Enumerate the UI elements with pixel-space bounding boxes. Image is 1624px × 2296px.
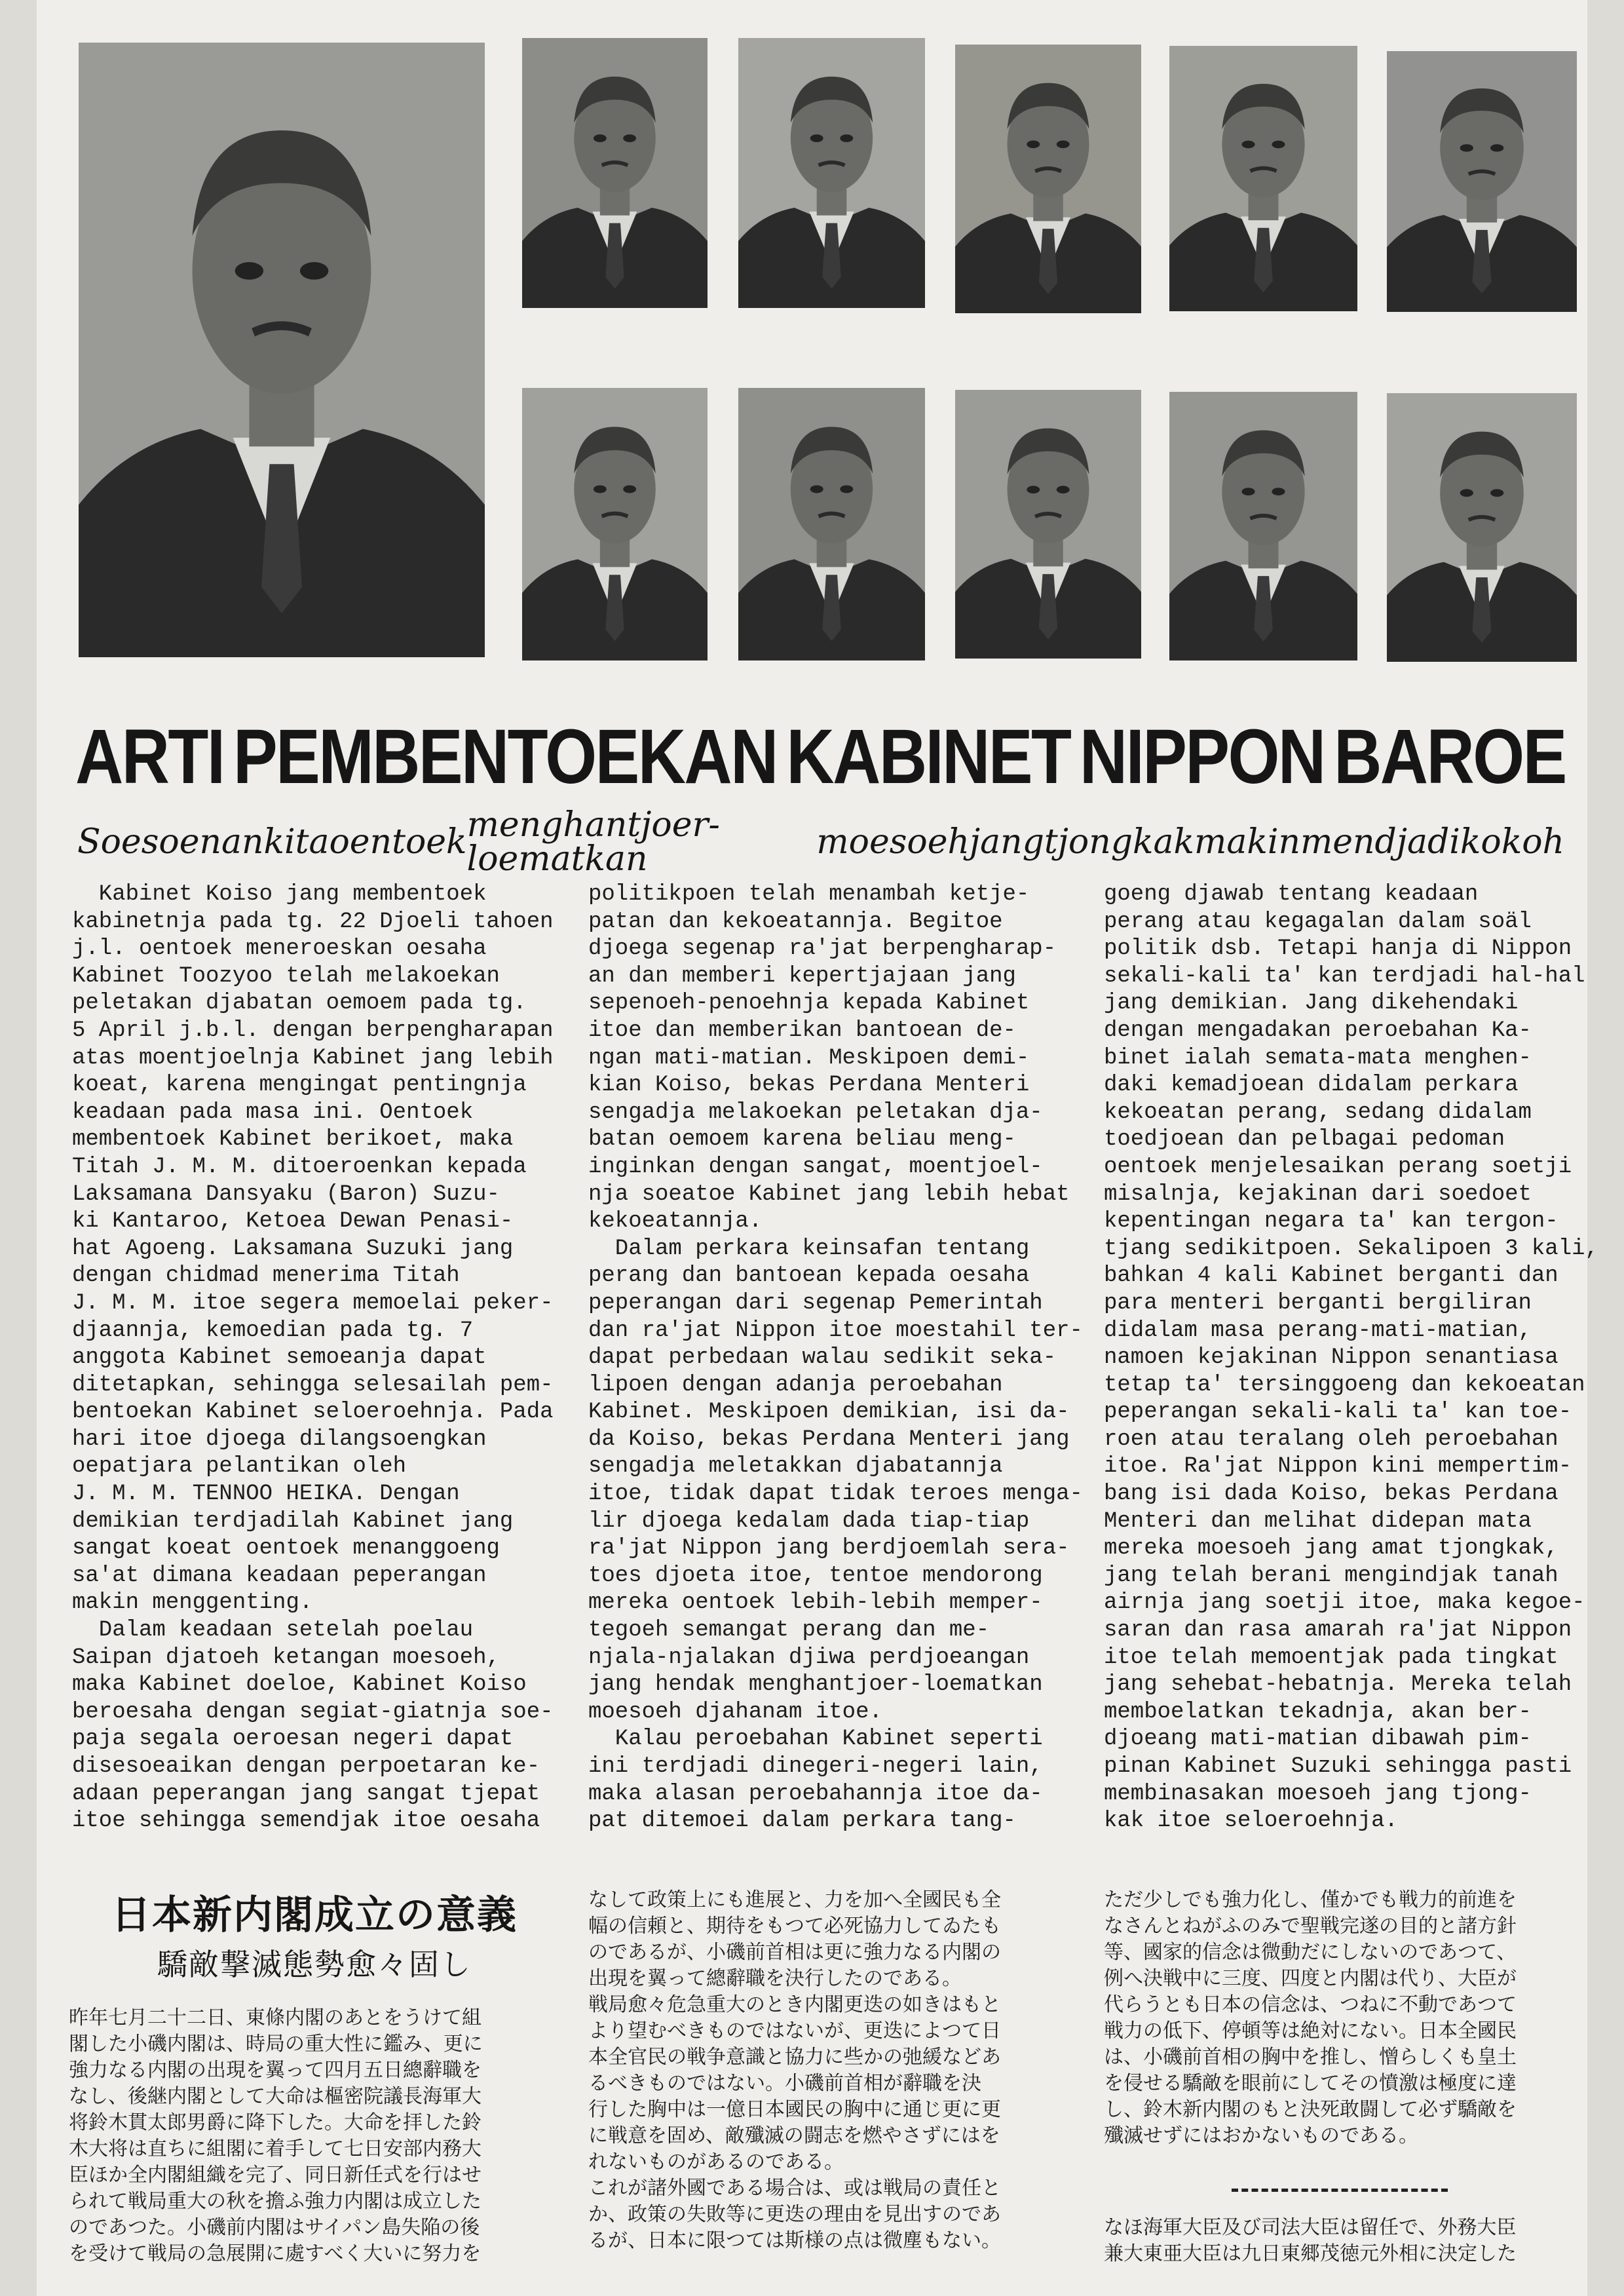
headline-word: KABINET bbox=[786, 714, 1070, 800]
text-line: patan dan kekoeatannja. Begitoe bbox=[588, 909, 1003, 934]
article-column-3 bbox=[1104, 881, 1598, 1835]
text-line: tegoeh semangat perang dan me- bbox=[588, 1618, 990, 1643]
text-line: kekoeatan perang, sedang didalam bbox=[1104, 1100, 1532, 1125]
text-line: J. M. M. TENNOO HEIKA. Dengan bbox=[72, 1482, 460, 1507]
text-line: 出現を翼って總辭職を決行したのである。 bbox=[588, 1967, 962, 1990]
text-line: られて戦局重大の秋を擔ふ強力内閣は成立した bbox=[69, 2190, 482, 2213]
text-line: kepentingan negara ta' kan tergon- bbox=[1104, 1209, 1558, 1234]
text-line: ngan mati-matian. Meskipoen demi- bbox=[588, 1045, 1030, 1071]
text-line: Kabinet. Meskipoen demikian, isi da- bbox=[588, 1400, 1070, 1425]
text-line: 代らうとも日本の信念は、つねに不動であつて bbox=[1104, 1993, 1517, 2016]
text-line: itoe. Ra'jat Nippon kini mempertim- bbox=[1104, 1454, 1572, 1480]
text-line: bang isi dada Koiso, bekas Perdana bbox=[1104, 1482, 1558, 1507]
subhead-word: oentoek bbox=[329, 822, 467, 862]
text-line: Kalau peroebahan Kabinet seperti bbox=[588, 1727, 1043, 1752]
text-line: moesoeh djahanam itoe. bbox=[588, 1699, 882, 1725]
text-line: 強力なる内閣の出現を翼って四月五日總辭職を bbox=[69, 2059, 482, 2082]
text-line: lir djoega kedalam dada tiap-tiap bbox=[588, 1508, 1030, 1534]
text-line: lipoen dengan adanja peroebahan bbox=[588, 1372, 1003, 1398]
text-line: jang hendak menghantjoer-loematkan bbox=[588, 1672, 1043, 1698]
text-line: Saipan djatoeh ketangan moesoeh, bbox=[72, 1645, 500, 1670]
text-line: oentoek menjelesaikan perang soetji bbox=[1104, 1154, 1572, 1179]
text-line: なさんとねがふのみで聖戦完遂の目的と諸方針 bbox=[1104, 1915, 1517, 1938]
text-line: mereka oentoek lebih-lebih memper- bbox=[588, 1590, 1043, 1616]
text-line: 本全官民の戦争意識と協力に些かの弛緩などあ bbox=[588, 2046, 1001, 2069]
text-line: は、小磯前首相の胸中を推し、憎らしくも皇土 bbox=[1104, 2046, 1517, 2069]
text-line: njala-njalakan djiwa perdjoeangan bbox=[588, 1645, 1030, 1670]
text-line: kekoeatannja. bbox=[588, 1209, 763, 1234]
subhead-word: tjongkak bbox=[1044, 822, 1195, 862]
text-line: を侵せる驕敵を眼前にしてその憤激は極度に達 bbox=[1104, 2072, 1517, 2095]
text-line: し、鈴木新内閣のもと決死敢闘して必ず驕敵を bbox=[1104, 2098, 1517, 2121]
text-line: an dan memberi kepertjajaan jang bbox=[588, 963, 1016, 989]
text-line: inginkan dengan sangat, moentjoel- bbox=[588, 1154, 1043, 1179]
text-line: のであつた。小磯前内閣はサイパン島失陥の後 bbox=[69, 2216, 480, 2239]
text-line: 等、國家的信念は微動だにしないのであつて、 bbox=[1104, 1941, 1517, 1964]
portrait-photo bbox=[738, 388, 925, 660]
text-line: membentoek Kabinet berikoet, maka bbox=[72, 1127, 514, 1153]
text-line: maka alasan peroebahannja itoe da- bbox=[588, 1781, 1043, 1807]
portrait-photo bbox=[1169, 46, 1357, 311]
subhead-word: moesoeh bbox=[816, 822, 970, 862]
text-line: 殲滅せずにはおかないものである。 bbox=[1104, 2124, 1418, 2147]
text-line: dengan mengadakan peroebahan Ka- bbox=[1104, 1018, 1532, 1043]
text-line: mereka moesoeh jang amat tjongkak, bbox=[1104, 1536, 1558, 1561]
article-column-1 bbox=[72, 881, 554, 1835]
text-line: を受けて戦局の急展開に處すべく大いに努力を bbox=[69, 2242, 482, 2265]
text-line: peperangan dari segenap Pemerintah bbox=[588, 1290, 1043, 1316]
text-line: keadaan pada masa ini. Oentoek bbox=[72, 1100, 474, 1125]
portrait-photo bbox=[955, 390, 1141, 659]
text-line: para menteri berganti bergiliran bbox=[1104, 1290, 1532, 1316]
subhead-word: kokoh bbox=[1460, 822, 1564, 862]
text-line: 木大将は直ちに組閣に着手して七日安部内務大 bbox=[69, 2137, 482, 2160]
text-line: demikian terdjadilah Kabinet jang bbox=[72, 1508, 514, 1534]
page-edge-left bbox=[0, 0, 37, 2296]
text-line: anggota Kabinet semoeanja dapat bbox=[72, 1345, 487, 1371]
text-line: kabinetnja pada tg. 22 Djoeli tahoen bbox=[72, 909, 554, 934]
text-line: 閣した小磯内閣は、時局の重大性に鑑み、更に bbox=[69, 2033, 483, 2056]
text-line: pat ditemoei dalam perkara tang- bbox=[588, 1808, 1016, 1834]
text-line: るが、日本に限つては斯様の点は微塵もない。 bbox=[588, 2229, 1001, 2252]
text-line: hari itoe djoega dilangsoengkan bbox=[72, 1426, 487, 1452]
text-line: oepatjara pelantikan oleh bbox=[72, 1454, 407, 1480]
text-line: djaannja, kemoedian pada tg. 7 bbox=[72, 1318, 474, 1343]
text-line: なして政策上にも進展と、力を加へ全國民も全 bbox=[588, 1888, 1001, 1911]
text-line: より望むべきものではないが、更迭によつて日 bbox=[588, 2019, 1001, 2042]
section-divider bbox=[1232, 2189, 1448, 2192]
text-line: sengadja melakoekan peletakan dja- bbox=[588, 1100, 1043, 1125]
text-line: jang demikian. Jang dikehendaki bbox=[1104, 991, 1519, 1016]
text-line: 戦局愈々危急重大のとき内閣更迭の如きはもと bbox=[588, 1993, 1001, 2016]
text-line: membinasakan moesoeh jang tjong- bbox=[1104, 1781, 1532, 1807]
text-line: J. M. M. itoe segera memoelai peker- bbox=[72, 1290, 554, 1316]
text-line: Dalam perkara keinsafan tentang bbox=[588, 1236, 1030, 1261]
text-line: djoega segenap ra'jat berpengharap- bbox=[588, 936, 1057, 962]
text-line: jang telah berani mengindjak tanah bbox=[1104, 1563, 1558, 1588]
text-line: makin menggenting. bbox=[72, 1590, 313, 1616]
subhead-word: kita bbox=[263, 822, 330, 862]
text-line: airnja jang soetji itoe, maka kegoe- bbox=[1104, 1590, 1585, 1616]
text-line: saran dan rasa amarah ra'jat Nippon bbox=[1104, 1618, 1572, 1643]
text-line: 戦力の低下、停頓等は絶対にない。日本全國民 bbox=[1104, 2019, 1517, 2042]
text-line: sangat koeat oentoek menanggoeng bbox=[72, 1536, 500, 1561]
text-line: da Koiso, bekas Perdana Menteri jang bbox=[588, 1426, 1070, 1452]
text-line: sa'at dimana keadaan peperangan bbox=[72, 1563, 487, 1588]
text-line: beroesaha dengan segiat-giatnja soe- bbox=[72, 1699, 554, 1725]
text-line: れないものがあるのである。 bbox=[588, 2151, 844, 2173]
text-line: Kabinet Koiso jang membentoek bbox=[72, 882, 487, 907]
text-line: 将鈴木貫太郎男爵に降下した。大命を拝した鈴 bbox=[69, 2111, 482, 2134]
jp-column-1 bbox=[69, 2005, 483, 2267]
text-line: dapat perbedaan walau sedikit seka- bbox=[588, 1345, 1057, 1371]
text-line: itoe dan memberikan bantoean de- bbox=[588, 1018, 1016, 1043]
text-line: roen atau teralang oleh peroebahan bbox=[1104, 1426, 1558, 1452]
text-line: ただ少しでも強力化し、僅かでも戦力的前進を bbox=[1104, 1888, 1517, 1911]
text-line: sengadja meletakkan djabatannja bbox=[588, 1454, 1003, 1480]
text-line: j.l. oentoek meneroeskan oesaha bbox=[72, 936, 487, 962]
subheadline bbox=[77, 805, 1564, 879]
jp-column-3 bbox=[1104, 1887, 1517, 2149]
jp-column-3-note bbox=[1104, 2215, 1517, 2267]
portrait-photo bbox=[1387, 51, 1577, 312]
text-line: Kabinet Toozyoo telah melakoekan bbox=[72, 963, 500, 989]
text-line: bahkan 4 kali Kabinet berganti dan bbox=[1104, 1263, 1558, 1289]
subhead-word: menghantjoer-loematkan bbox=[466, 805, 720, 879]
text-line: Dalam keadaan setelah poelau bbox=[72, 1618, 474, 1643]
headline-word: NIPPON bbox=[1079, 714, 1325, 800]
portrait-photo bbox=[522, 38, 708, 308]
subhead-word: jang bbox=[969, 822, 1044, 862]
text-line: か、政策の失敗等に更迭の理由を見出すのであ bbox=[588, 2203, 1001, 2226]
text-line: toes djoeta itoe, tentoe mendorong bbox=[588, 1563, 1043, 1588]
text-line: itoe sehingga semendjak itoe oesaha bbox=[72, 1808, 540, 1834]
portrait-photo bbox=[1387, 393, 1577, 662]
text-line: 昨年七月二十二日、東條内閣のあとをうけて組 bbox=[69, 2006, 482, 2029]
headline-word: BAROE bbox=[1334, 714, 1566, 800]
text-line: binet ialah semata-mata menghen- bbox=[1104, 1045, 1532, 1071]
portrait-photo bbox=[522, 388, 708, 660]
portrait-photo bbox=[738, 38, 925, 308]
text-line: perang atau kegagalan dalam soäl bbox=[1104, 909, 1532, 934]
text-line: jang sehebat-hebatnja. Mereka telah bbox=[1104, 1672, 1572, 1698]
text-line: itoe, tidak dapat tidak teroes menga- bbox=[588, 1482, 1083, 1507]
subhead-word: makin bbox=[1194, 822, 1300, 862]
text-line: Menteri dan melihat didepan mata bbox=[1104, 1508, 1532, 1534]
text-line: tetap ta' tersinggoeng dan kekoeatan bbox=[1104, 1372, 1585, 1398]
jp-column-2 bbox=[588, 1887, 1001, 2254]
text-line: 幅の信頼と、期待をもつて必死協力してゐたも bbox=[588, 1915, 1001, 1938]
text-line: itoe telah memoentjak pada tingkat bbox=[1104, 1645, 1558, 1670]
text-line: pinan Kabinet Suzuki sehingga pasti bbox=[1104, 1754, 1572, 1779]
text-line: のであるが、小磯前首相は更に強力なる内閣の bbox=[588, 1941, 1001, 1964]
text-line: kak itoe seloeroehnja. bbox=[1104, 1808, 1398, 1834]
text-line: didalam masa perang-mati-matian, bbox=[1104, 1318, 1532, 1343]
text-line: politik dsb. Tetapi hanja di Nippon bbox=[1104, 936, 1572, 962]
text-line: 兼大東亜大臣は九日東郷茂徳元外相に決定した bbox=[1104, 2242, 1517, 2265]
text-line: これが諸外國である場合は、或は戦局の責任と bbox=[588, 2177, 1001, 2200]
jp-headline: 日本新内閣成立の意義 bbox=[111, 1892, 518, 1938]
text-line: misalnja, kejakinan dari soedoet bbox=[1104, 1181, 1532, 1207]
text-line: に戦意を固め、敵殲滅の闘志を燃やさずにはを bbox=[588, 2124, 1000, 2147]
text-line: peperangan sekali-kali ta' kan toe- bbox=[1104, 1400, 1572, 1425]
text-line: memboelatkan tekadnja, akan ber- bbox=[1104, 1699, 1532, 1725]
text-line: tjang sedikitpoen. Sekalipoen 3 kali, bbox=[1104, 1236, 1598, 1261]
subhead-word: Soesoenan bbox=[77, 822, 264, 862]
text-line: djoeang mati-matian dibawah pim- bbox=[1104, 1727, 1532, 1752]
text-line: nja soeatoe Kabinet jang lebih hebat bbox=[588, 1181, 1070, 1207]
text-line: るべきものではない。小磯前首相が辭職を決 bbox=[588, 2072, 981, 2095]
text-line: batan oemoem karena beliau meng- bbox=[588, 1127, 1016, 1153]
text-line: なし、後継内閣として大命は樞密院議長海軍大 bbox=[69, 2085, 482, 2108]
text-line: paja segala oeroesan negeri dapat bbox=[72, 1727, 514, 1752]
text-line: sekali-kali ta' kan terdjadi hal-hal bbox=[1104, 963, 1585, 989]
portrait-photo bbox=[79, 43, 485, 657]
text-line: adaan peperangan jang sangat tjepat bbox=[72, 1781, 540, 1807]
text-line: daki kemadjoean didalam perkara bbox=[1104, 1073, 1519, 1098]
text-line: peletakan djabatan oemoem pada tg. bbox=[72, 991, 527, 1016]
text-line: なほ海軍大臣及び司法大臣は留任で、外務大臣 bbox=[1104, 2216, 1517, 2239]
text-line: ditetapkan, sehingga selesailah pem- bbox=[72, 1372, 554, 1398]
jp-subheadline: 驕敵撃滅態勢愈々固し bbox=[157, 1947, 472, 1982]
text-line: hat Agoeng. Laksamana Suzuki jang bbox=[72, 1236, 514, 1261]
text-line: dan ra'jat Nippon itoe moestahil ter- bbox=[588, 1318, 1083, 1343]
text-line: bentoekan Kabinet seloeroehnja. Pada bbox=[72, 1400, 554, 1425]
text-line: politikpoen telah menambah ketje- bbox=[588, 882, 1030, 907]
text-line: ra'jat Nippon jang berdjoemlah sera- bbox=[588, 1536, 1070, 1561]
headline bbox=[75, 708, 1566, 806]
portrait-photo bbox=[1169, 392, 1357, 660]
text-line: Titah J. M. M. ditoeroenkan kepada bbox=[72, 1154, 527, 1179]
text-line: 臣ほか全内閣組織を完了、同日新任式を行はせ bbox=[69, 2164, 482, 2187]
headline-word: ARTI bbox=[75, 714, 224, 800]
text-line: maka Kabinet doeloe, Kabinet Koiso bbox=[72, 1672, 527, 1698]
text-line: ini terdjadi dinegeri-negeri lain, bbox=[588, 1754, 1043, 1779]
subhead-word: mendjadi bbox=[1300, 822, 1460, 862]
text-line: namoen kejakinan Nippon senantiasa bbox=[1104, 1345, 1558, 1371]
text-line: Laksamana Dansyaku (Baron) Suzu- bbox=[72, 1181, 500, 1207]
text-line: toedjoean dan pelbagai pedoman bbox=[1104, 1127, 1505, 1153]
text-line: 例へ決戦中に三度、四度と内閣は代り、大臣が bbox=[1104, 1967, 1517, 1990]
text-line: 行した胸中は一億日本國民の胸中に通じ更に更 bbox=[588, 2098, 1001, 2121]
text-line: perang dan bantoean kepada oesaha bbox=[588, 1263, 1030, 1289]
text-line: atas moentjoelnja Kabinet jang lebih bbox=[72, 1045, 554, 1071]
text-line: ki Kantaroo, Ketoea Dewan Penasi- bbox=[72, 1209, 514, 1234]
text-line: kian Koiso, bekas Perdana Menteri bbox=[588, 1073, 1030, 1098]
text-line: disesoeaikan dengan perpoetaran ke- bbox=[72, 1754, 540, 1779]
text-line: sepenoeh-penoehnja kepada Kabinet bbox=[588, 991, 1030, 1016]
text-line: 5 April j.b.l. dengan berpengharapan bbox=[72, 1018, 554, 1043]
headline-word: PEMBENTOEKAN bbox=[233, 714, 777, 800]
text-line: dengan chidmad menerima Titah bbox=[72, 1263, 460, 1289]
article-column-2 bbox=[588, 881, 1083, 1835]
portrait-photo bbox=[955, 45, 1141, 313]
text-line: koeat, karena mengingat pentingnja bbox=[72, 1073, 527, 1098]
text-line: goeng djawab tentang keadaan bbox=[1104, 882, 1479, 907]
